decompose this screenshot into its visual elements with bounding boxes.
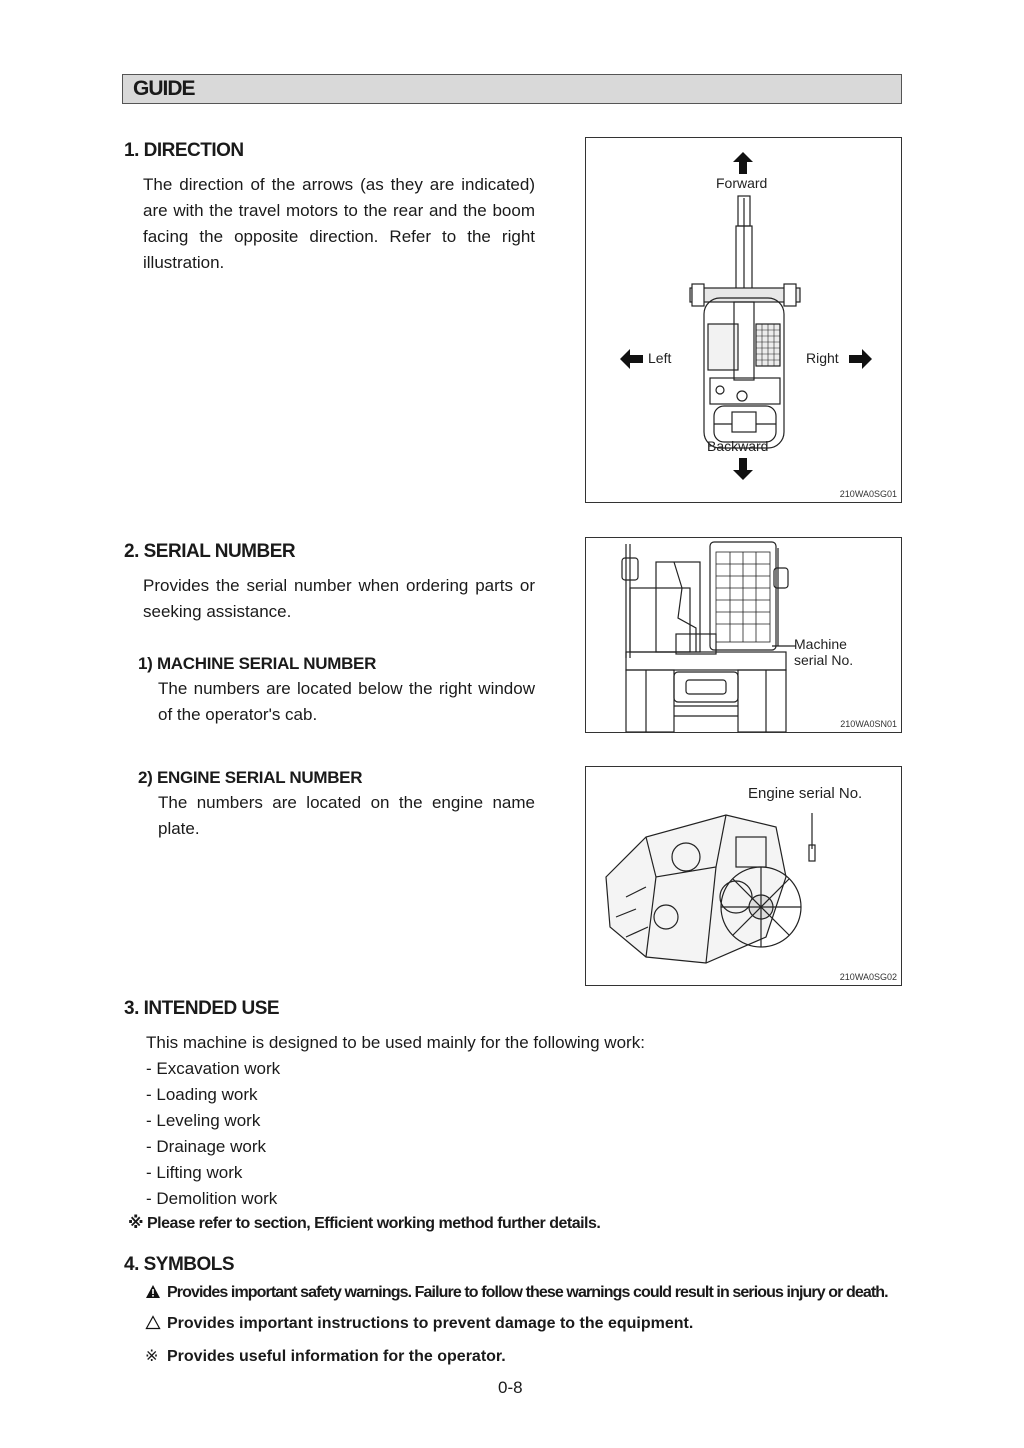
machine-serial-label bbox=[794, 636, 853, 668]
right-label: Right bbox=[806, 350, 839, 366]
backward-label: Backward bbox=[707, 438, 769, 454]
intended-use-note: ※ Please refer to section, Efficient working method further details. bbox=[128, 1215, 601, 1232]
section-direction-body: The direction of the arrows (as they are indicated) are with the travel motors to the rear and the boom facing the opposite direction. Refer to the right illustration. bbox=[143, 175, 535, 272]
left-arrow-icon bbox=[620, 349, 643, 369]
symbol-info-text: Provides useful information for the operator. bbox=[167, 1348, 506, 1365]
machine-serial-label-line2: serial No. bbox=[794, 652, 854, 668]
engine-serial-label: Engine serial No. bbox=[748, 785, 863, 802]
list-item: - Loading work bbox=[146, 1085, 258, 1104]
section-intended-use-heading: 3. INTENDED USE bbox=[124, 998, 280, 1019]
section-direction-heading: 1. DIRECTION bbox=[124, 140, 244, 161]
list-item: - Excavation work bbox=[146, 1059, 281, 1078]
list-item: - Drainage work bbox=[146, 1137, 266, 1156]
symbol-row-caution bbox=[145, 1315, 693, 1333]
direction-figure bbox=[585, 137, 902, 503]
section-serial-heading: 2. SERIAL NUMBER bbox=[124, 541, 296, 562]
forward-label: Forward bbox=[716, 175, 768, 191]
machine-serial-heading: 1) MACHINE SERIAL NUMBER bbox=[138, 654, 377, 673]
engine-serial-heading: 2) ENGINE SERIAL NUMBER bbox=[138, 768, 363, 787]
figure-code: 210WA0SG01 bbox=[839, 489, 897, 499]
right-arrow-icon bbox=[849, 349, 872, 369]
engine-serial-figure bbox=[585, 766, 902, 986]
list-item: - Lifting work bbox=[146, 1163, 243, 1182]
guide-header-bar bbox=[122, 74, 902, 104]
symbol-warning-text: Provides important safety warnings. Failure to follow these warnings could result in serious injury or death. bbox=[167, 1284, 888, 1301]
reference-mark-icon: ※ bbox=[145, 1348, 159, 1365]
machine-rear-view-illustration bbox=[586, 538, 901, 732]
backward-arrow-icon bbox=[733, 458, 753, 480]
section-serial-body: Provides the serial number when ordering parts or seeking assistance. bbox=[143, 576, 535, 621]
list-item: - Demolition work bbox=[146, 1189, 278, 1208]
forward-arrow-icon bbox=[733, 152, 753, 174]
engine-serial-body: The numbers are located on the engine name plate. bbox=[158, 793, 535, 838]
page-number: 0-8 bbox=[498, 1378, 523, 1397]
section-symbols-heading: 4. SYMBOLS bbox=[124, 1254, 235, 1275]
guide-title: GUIDE bbox=[133, 77, 195, 100]
machine-serial-label-line1: Machine bbox=[794, 636, 847, 652]
list-item: - Leveling work bbox=[146, 1111, 261, 1130]
machine-serial-body: The numbers are located below the right window of the operator's cab. bbox=[158, 679, 535, 724]
machine-serial-figure bbox=[585, 537, 902, 733]
intended-use-list bbox=[146, 1056, 280, 1212]
symbol-caution-text: Provides important instructions to prevent damage to the equipment. bbox=[167, 1315, 694, 1332]
figure-code: 210WA0SN01 bbox=[840, 719, 897, 729]
caution-outline-triangle-icon bbox=[145, 1315, 161, 1330]
figure-code: 210WA0SG02 bbox=[839, 972, 897, 982]
symbol-row-warning bbox=[145, 1284, 888, 1302]
symbol-row-info bbox=[145, 1346, 506, 1366]
intended-use-intro: This machine is designed to be used mainly for the following work: bbox=[146, 1033, 645, 1052]
left-label: Left bbox=[648, 350, 672, 366]
warning-filled-triangle-icon bbox=[145, 1284, 161, 1299]
